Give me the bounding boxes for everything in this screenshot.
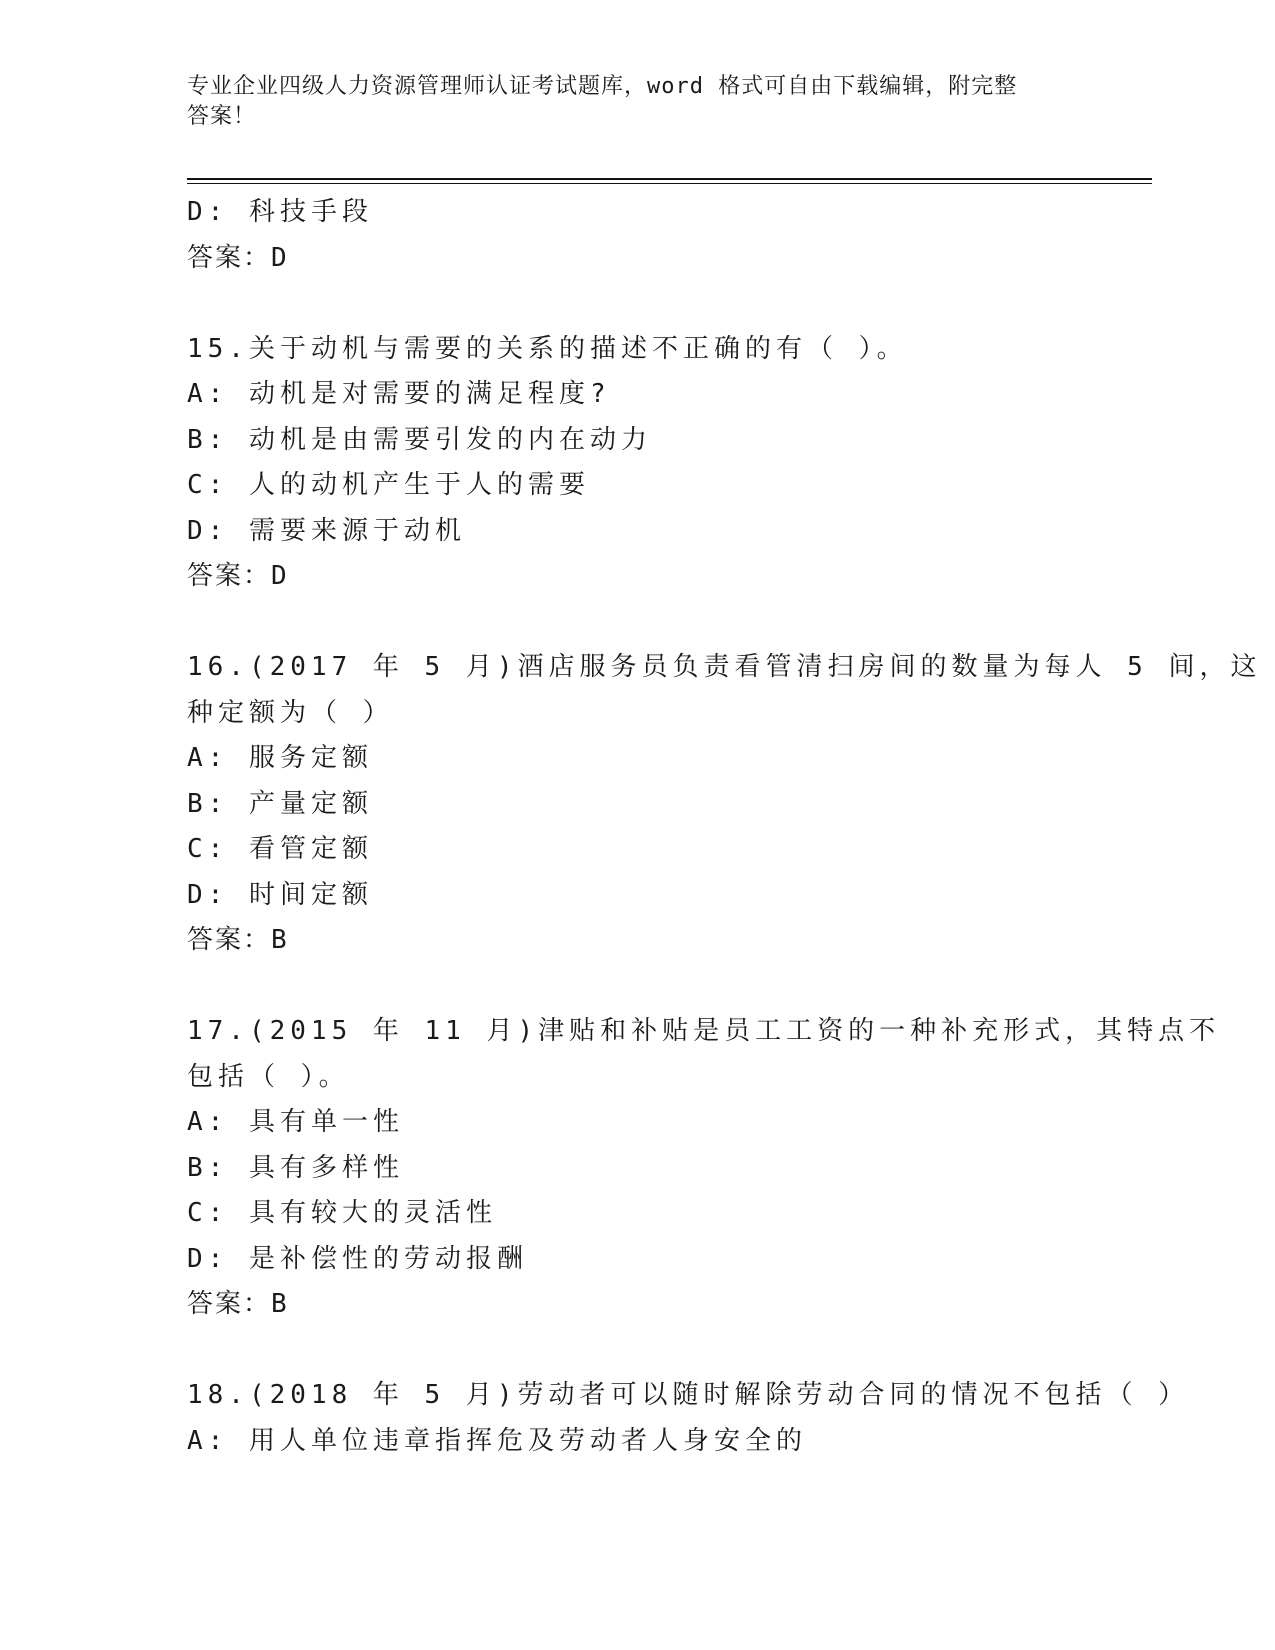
question-block xyxy=(187,327,1087,600)
option-text: C: 人的动机产生于人的需要 xyxy=(187,470,590,500)
option-text: D: 科技手段 xyxy=(187,197,373,227)
question-stem: 15.关于动机与需要的关系的描述不正确的有（ ）。 xyxy=(187,333,908,364)
page-header xyxy=(187,72,1077,132)
answer-text: 答案：D xyxy=(187,242,289,273)
spacer xyxy=(187,964,1087,1010)
header-line: 专业企业四级人力资源管理师认证考试题库，word 格式可自由下载编辑，附完整 xyxy=(187,74,1018,99)
header-line: 答案！ xyxy=(187,104,257,129)
spacer xyxy=(187,281,1087,327)
header-divider xyxy=(187,178,1152,180)
spacer xyxy=(187,600,1087,646)
option-text: A: 用人单位违章指挥危及劳动者人身安全的 xyxy=(187,1425,807,1456)
answer-text: 答案：D xyxy=(187,561,289,591)
option-text: D: 时间定额 xyxy=(187,879,373,910)
question-block xyxy=(187,645,1262,964)
option-text: B: 具有多样性 xyxy=(187,1152,404,1183)
option-text: D: 需要来源于动机 xyxy=(187,515,466,546)
answer-text: 答案：B xyxy=(187,925,289,955)
option-text: A: 服务定额 xyxy=(187,743,373,773)
question-stem: 17.(2015 年 11 月)津贴和补贴是员工工资的一种补充形式，其特点不 xyxy=(187,1016,1221,1046)
question-stem: 包括（ ）。 xyxy=(187,1061,350,1092)
option-text: B: 动机是由需要引发的内在动力 xyxy=(187,424,652,455)
option-text: D: 是补偿性的劳动报酬 xyxy=(187,1243,528,1274)
question-stem: 16.(2017 年 5 月)酒店服务员负责看管清扫房间的数量为每人 5 间，这 xyxy=(187,652,1262,682)
header-divider-thin xyxy=(187,183,1152,184)
option-text: A: 具有单一性 xyxy=(187,1107,404,1137)
question-block xyxy=(187,1009,1221,1328)
question-block xyxy=(187,1373,1190,1464)
question-list xyxy=(187,190,1262,1464)
question-stem: 18.(2018 年 5 月)劳动者可以随时解除劳动合同的情况不包括（ ） xyxy=(187,1380,1190,1410)
answer-text: 答案：B xyxy=(187,1289,289,1319)
option-text: A: 动机是对需要的满足程度? xyxy=(187,379,611,409)
spacer xyxy=(187,1328,1087,1374)
option-text: C: 具有较大的灵活性 xyxy=(187,1198,497,1228)
option-text: C: 看管定额 xyxy=(187,834,373,864)
question-stem: 种定额为（ ） xyxy=(187,697,394,728)
option-text: B: 产量定额 xyxy=(187,788,373,819)
